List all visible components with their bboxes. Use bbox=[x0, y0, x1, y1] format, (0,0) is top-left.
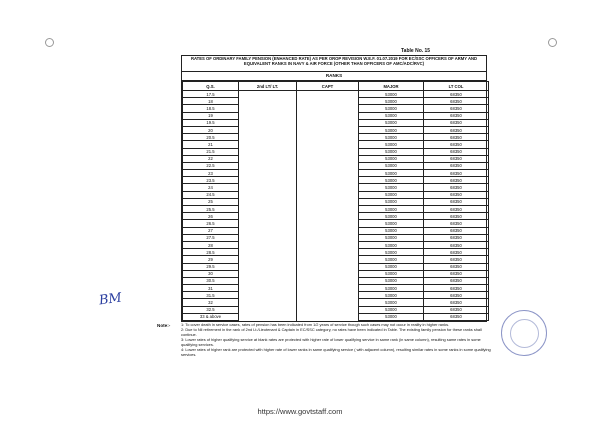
2nd-lt-cell bbox=[239, 206, 297, 213]
table-row bbox=[183, 206, 489, 213]
lt-col-cell: 68350 bbox=[424, 141, 489, 148]
major-cell: 53000 bbox=[359, 141, 424, 148]
qs-cell: 27 bbox=[183, 227, 239, 234]
2nd-lt-cell bbox=[239, 234, 297, 241]
table-row bbox=[183, 191, 489, 198]
major-cell: 53000 bbox=[359, 263, 424, 270]
capt-cell bbox=[297, 213, 359, 220]
2nd-lt-cell bbox=[239, 285, 297, 292]
2nd-lt-cell bbox=[239, 213, 297, 220]
column-header-2nd-lt: 2nd LT/ LT. bbox=[239, 82, 297, 91]
qs-cell: 23 bbox=[183, 170, 239, 177]
table-row bbox=[183, 292, 489, 299]
table-row bbox=[183, 299, 489, 306]
2nd-lt-cell bbox=[239, 277, 297, 284]
qs-cell: 28 bbox=[183, 241, 239, 248]
lt-col-cell: 68350 bbox=[424, 126, 489, 133]
capt-cell bbox=[297, 162, 359, 169]
major-cell: 53000 bbox=[359, 119, 424, 126]
table-row bbox=[183, 198, 489, 205]
lt-col-cell: 68350 bbox=[424, 306, 489, 313]
lt-col-cell: 68350 bbox=[424, 263, 489, 270]
qs-cell: 32 bbox=[183, 299, 239, 306]
qs-cell: 20.5 bbox=[183, 134, 239, 141]
2nd-lt-cell bbox=[239, 184, 297, 191]
table-row bbox=[183, 256, 489, 263]
capt-cell bbox=[297, 119, 359, 126]
table-row bbox=[183, 141, 489, 148]
table-row bbox=[183, 162, 489, 169]
column-header-qs: Q.S. bbox=[183, 82, 239, 91]
qs-cell: 19.5 bbox=[183, 119, 239, 126]
table-row bbox=[183, 285, 489, 292]
2nd-lt-cell bbox=[239, 134, 297, 141]
table-title: RATES OF ORDINARY FAMILY PENSION (ENHANCED RATE) AS PER OROP REVISION W.E.F. 01.07.2019 FOR EC/SSC OFFICERS OF ARMY AND EQUIVALENT RANKS IN NAVY & AIR FORCE (OTHER THAN OFFICERS OF AMC/ADC/RVC) bbox=[182, 56, 486, 72]
lt-col-cell: 68350 bbox=[424, 198, 489, 205]
table-row bbox=[183, 249, 489, 256]
lt-col-cell: 68350 bbox=[424, 256, 489, 263]
major-cell: 53000 bbox=[359, 227, 424, 234]
major-cell: 53000 bbox=[359, 170, 424, 177]
lt-col-cell: 68350 bbox=[424, 313, 489, 320]
2nd-lt-cell bbox=[239, 256, 297, 263]
capt-cell bbox=[297, 206, 359, 213]
2nd-lt-cell bbox=[239, 249, 297, 256]
major-cell: 53000 bbox=[359, 184, 424, 191]
table-row bbox=[183, 306, 489, 313]
2nd-lt-cell bbox=[239, 198, 297, 205]
major-cell: 53000 bbox=[359, 292, 424, 299]
lt-col-cell: 68350 bbox=[424, 91, 489, 98]
qs-cell: 23.5 bbox=[183, 177, 239, 184]
2nd-lt-cell bbox=[239, 292, 297, 299]
major-cell: 53000 bbox=[359, 98, 424, 105]
qs-cell: 24 bbox=[183, 184, 239, 191]
table-row bbox=[183, 234, 489, 241]
ranks-header: RANKS bbox=[182, 72, 486, 81]
table-number: Table No. 15 bbox=[401, 48, 431, 54]
lt-col-cell: 68350 bbox=[424, 177, 489, 184]
table-row bbox=[183, 177, 489, 184]
punch-hole-left bbox=[45, 38, 54, 47]
table-row bbox=[183, 277, 489, 284]
table-row bbox=[183, 220, 489, 227]
lt-col-cell: 68350 bbox=[424, 162, 489, 169]
qs-cell: 25 bbox=[183, 198, 239, 205]
2nd-lt-cell bbox=[239, 191, 297, 198]
column-header-major: MAJOR bbox=[359, 82, 424, 91]
capt-cell bbox=[297, 141, 359, 148]
major-cell: 53000 bbox=[359, 112, 424, 119]
qs-cell: 21 bbox=[183, 141, 239, 148]
note-item: 4: Lower rates of higher rank are protected with higher rate of lower ranks in same qualifying service ( with adjacent column), resulting similar rates in some ranks in some qualifying services. bbox=[181, 347, 491, 357]
table-row bbox=[183, 119, 489, 126]
qs-cell: 26.5 bbox=[183, 220, 239, 227]
qs-cell: 20 bbox=[183, 126, 239, 133]
qs-cell: 18.5 bbox=[183, 105, 239, 112]
major-cell: 53000 bbox=[359, 177, 424, 184]
capt-cell bbox=[297, 105, 359, 112]
column-header-capt: CAPT bbox=[297, 82, 359, 91]
punch-hole-right bbox=[548, 38, 557, 47]
capt-cell bbox=[297, 170, 359, 177]
qs-cell: 32.5 bbox=[183, 306, 239, 313]
table-row bbox=[183, 105, 489, 112]
capt-cell bbox=[297, 148, 359, 155]
capt-cell bbox=[297, 91, 359, 98]
major-cell: 53000 bbox=[359, 234, 424, 241]
major-cell: 53000 bbox=[359, 105, 424, 112]
capt-cell bbox=[297, 249, 359, 256]
lt-col-cell: 68350 bbox=[424, 220, 489, 227]
major-cell: 53000 bbox=[359, 206, 424, 213]
capt-cell bbox=[297, 184, 359, 191]
capt-cell bbox=[297, 134, 359, 141]
2nd-lt-cell bbox=[239, 170, 297, 177]
pension-table-document bbox=[181, 55, 487, 322]
2nd-lt-cell bbox=[239, 263, 297, 270]
major-cell: 53000 bbox=[359, 249, 424, 256]
qs-cell: 30.5 bbox=[183, 277, 239, 284]
note-item: 3: Lower rates of higher qualifying service at blank rates are protected with higher rate of lower qualifying service in same rank (in same column), resulting same rates in some qualifying services. bbox=[181, 337, 481, 347]
table-row bbox=[183, 134, 489, 141]
capt-cell bbox=[297, 98, 359, 105]
lt-col-cell: 68350 bbox=[424, 119, 489, 126]
lt-col-cell: 68350 bbox=[424, 299, 489, 306]
lt-col-cell: 68350 bbox=[424, 105, 489, 112]
major-cell: 53000 bbox=[359, 241, 424, 248]
2nd-lt-cell bbox=[239, 162, 297, 169]
major-cell: 53000 bbox=[359, 191, 424, 198]
table-row bbox=[183, 263, 489, 270]
table-row bbox=[183, 184, 489, 191]
lt-col-cell: 68350 bbox=[424, 213, 489, 220]
qs-cell: 31 bbox=[183, 285, 239, 292]
2nd-lt-cell bbox=[239, 155, 297, 162]
lt-col-cell: 68350 bbox=[424, 292, 489, 299]
capt-cell bbox=[297, 263, 359, 270]
qs-cell: 31.5 bbox=[183, 292, 239, 299]
qs-cell: 26 bbox=[183, 213, 239, 220]
lt-col-cell: 68350 bbox=[424, 249, 489, 256]
2nd-lt-cell bbox=[239, 313, 297, 320]
lt-col-cell: 68350 bbox=[424, 134, 489, 141]
major-cell: 53000 bbox=[359, 91, 424, 98]
2nd-lt-cell bbox=[239, 306, 297, 313]
2nd-lt-cell bbox=[239, 227, 297, 234]
capt-cell bbox=[297, 227, 359, 234]
qs-cell: 22.5 bbox=[183, 162, 239, 169]
qs-cell: 17.5 bbox=[183, 91, 239, 98]
lt-col-cell: 68350 bbox=[424, 98, 489, 105]
qs-cell: 19 bbox=[183, 112, 239, 119]
major-cell: 53000 bbox=[359, 134, 424, 141]
table-row bbox=[183, 270, 489, 277]
major-cell: 53000 bbox=[359, 198, 424, 205]
qs-cell: 25.5 bbox=[183, 206, 239, 213]
table-row bbox=[183, 112, 489, 119]
lt-col-cell: 68350 bbox=[424, 112, 489, 119]
capt-cell bbox=[297, 155, 359, 162]
table-row bbox=[183, 213, 489, 220]
lt-col-cell: 68350 bbox=[424, 155, 489, 162]
major-cell: 53000 bbox=[359, 220, 424, 227]
2nd-lt-cell bbox=[239, 299, 297, 306]
note-item: 1: To cover death in service cases, rates of pension has been indicated from 1/2 years of service though such cases may not occur in reality in higher ranks. bbox=[181, 322, 450, 327]
2nd-lt-cell bbox=[239, 270, 297, 277]
table-row bbox=[183, 148, 489, 155]
major-cell: 53000 bbox=[359, 306, 424, 313]
major-cell: 53000 bbox=[359, 155, 424, 162]
table-row bbox=[183, 313, 489, 320]
capt-cell bbox=[297, 285, 359, 292]
capt-cell bbox=[297, 270, 359, 277]
lt-col-cell: 68350 bbox=[424, 148, 489, 155]
capt-cell bbox=[297, 177, 359, 184]
major-cell: 53000 bbox=[359, 256, 424, 263]
capt-cell bbox=[297, 313, 359, 320]
capt-cell bbox=[297, 299, 359, 306]
major-cell: 53000 bbox=[359, 270, 424, 277]
qs-cell: 24.5 bbox=[183, 191, 239, 198]
lt-col-cell: 68350 bbox=[424, 170, 489, 177]
2nd-lt-cell bbox=[239, 112, 297, 119]
note-item: 2: Due to Nil retirement in the rank of 2nd Lt./Lieutenant & Captain in EC/SSC category, no rates have been indicated in Table. The existing family pension for these ranks shall continue. bbox=[181, 327, 482, 337]
table-row bbox=[183, 91, 489, 98]
2nd-lt-cell bbox=[239, 119, 297, 126]
major-cell: 53000 bbox=[359, 213, 424, 220]
lt-col-cell: 68350 bbox=[424, 270, 489, 277]
table-row bbox=[183, 155, 489, 162]
lt-col-cell: 68350 bbox=[424, 234, 489, 241]
qs-cell: 33 & above bbox=[183, 313, 239, 320]
lt-col-cell: 68350 bbox=[424, 184, 489, 191]
2nd-lt-cell bbox=[239, 91, 297, 98]
table-row bbox=[183, 170, 489, 177]
table-header-row bbox=[183, 82, 489, 91]
table-row bbox=[183, 126, 489, 133]
lt-col-cell: 68350 bbox=[424, 241, 489, 248]
notes-block bbox=[181, 322, 491, 357]
capt-cell bbox=[297, 277, 359, 284]
capt-cell bbox=[297, 198, 359, 205]
table-row bbox=[183, 241, 489, 248]
capt-cell bbox=[297, 306, 359, 313]
qs-cell: 21.5 bbox=[183, 148, 239, 155]
major-cell: 53000 bbox=[359, 162, 424, 169]
footer-url: https://www.govtstaff.com bbox=[257, 407, 343, 416]
note-label: Note:- bbox=[157, 323, 171, 328]
table-row bbox=[183, 227, 489, 234]
lt-col-cell: 68350 bbox=[424, 285, 489, 292]
2nd-lt-cell bbox=[239, 98, 297, 105]
column-header-lt-col: LT COL bbox=[424, 82, 489, 91]
major-cell: 53000 bbox=[359, 285, 424, 292]
2nd-lt-cell bbox=[239, 220, 297, 227]
2nd-lt-cell bbox=[239, 148, 297, 155]
capt-cell bbox=[297, 234, 359, 241]
lt-col-cell: 68350 bbox=[424, 206, 489, 213]
qs-cell: 22 bbox=[183, 155, 239, 162]
major-cell: 53000 bbox=[359, 313, 424, 320]
table-row bbox=[183, 98, 489, 105]
capt-cell bbox=[297, 112, 359, 119]
2nd-lt-cell bbox=[239, 126, 297, 133]
qs-cell: 28.5 bbox=[183, 249, 239, 256]
2nd-lt-cell bbox=[239, 177, 297, 184]
capt-cell bbox=[297, 220, 359, 227]
handwritten-signature: BM bbox=[98, 290, 123, 309]
qs-cell: 29 bbox=[183, 256, 239, 263]
lt-col-cell: 68350 bbox=[424, 277, 489, 284]
major-cell: 53000 bbox=[359, 148, 424, 155]
capt-cell bbox=[297, 126, 359, 133]
capt-cell bbox=[297, 256, 359, 263]
major-cell: 53000 bbox=[359, 277, 424, 284]
qs-cell: 29.5 bbox=[183, 263, 239, 270]
official-seal-stamp bbox=[501, 310, 547, 356]
qs-cell: 30 bbox=[183, 270, 239, 277]
qs-cell: 18 bbox=[183, 98, 239, 105]
2nd-lt-cell bbox=[239, 141, 297, 148]
capt-cell bbox=[297, 241, 359, 248]
pension-rates-table bbox=[182, 81, 489, 321]
2nd-lt-cell bbox=[239, 105, 297, 112]
major-cell: 53000 bbox=[359, 299, 424, 306]
2nd-lt-cell bbox=[239, 241, 297, 248]
qs-cell: 27.5 bbox=[183, 234, 239, 241]
lt-col-cell: 68350 bbox=[424, 191, 489, 198]
capt-cell bbox=[297, 191, 359, 198]
capt-cell bbox=[297, 292, 359, 299]
lt-col-cell: 68350 bbox=[424, 227, 489, 234]
major-cell: 53000 bbox=[359, 126, 424, 133]
